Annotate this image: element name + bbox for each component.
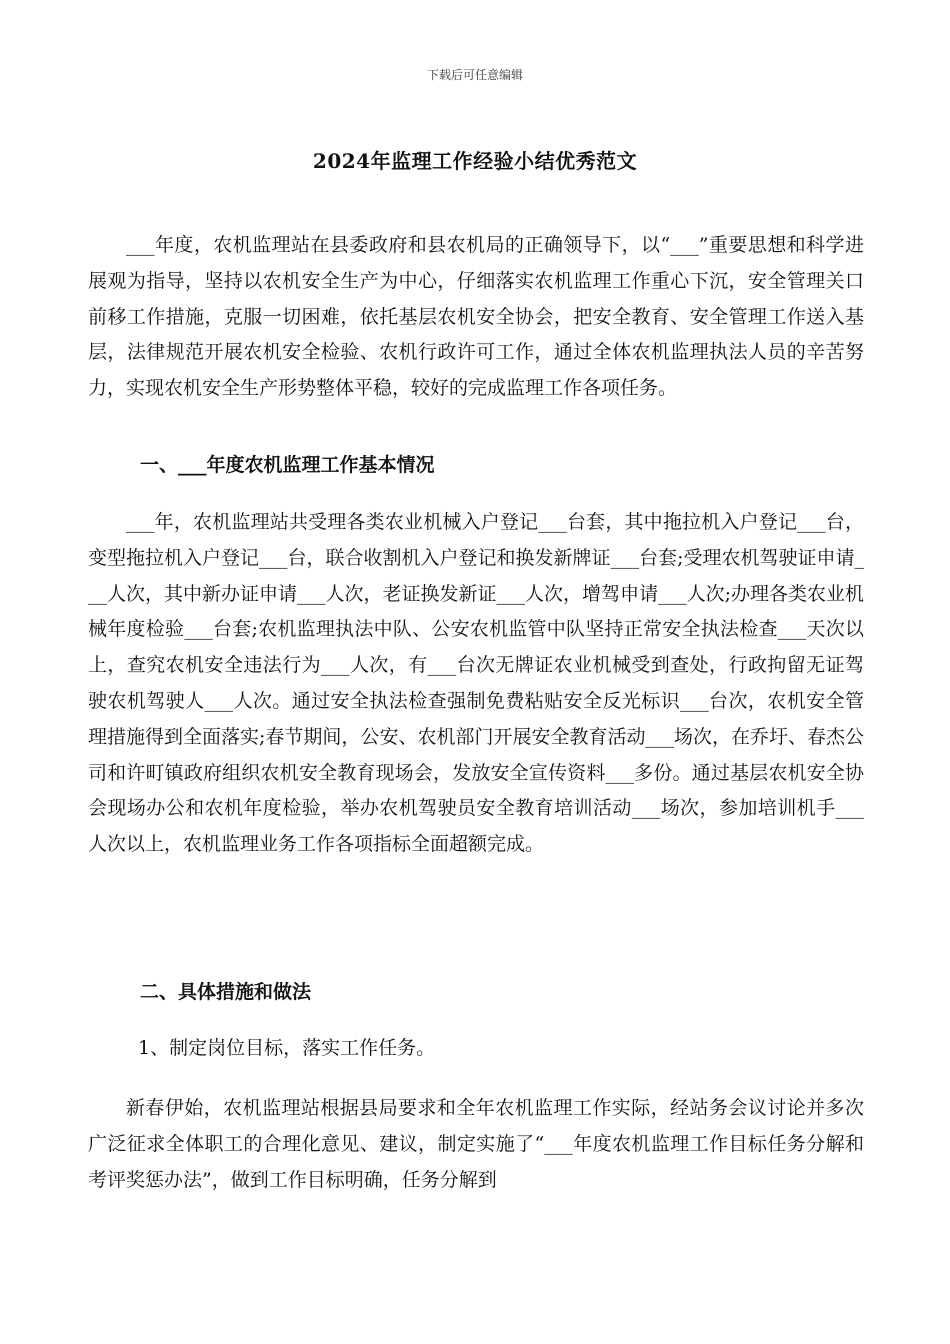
section-2-heading: 二、具体措施和做法 bbox=[140, 981, 312, 1003]
intro-paragraph: ___年度，农机监理站在县委政府和县农机局的正确领导下，以“___”重要思想和科学进展观为指导，坚持以农机安全生产为中心，仔细落实农机监理工作重心下沉，安全管理关口前移工作措施，克服一切困难，依托基层农机安全协会，把安全教育、安全管理工作送入基层，法律规范开展农机安全检验、农机行政许可工作，通过全体农机监理执法人员的辛苦努力，实现农机安全生产形势整体平稳，较好的完成监理工作各项任务。 bbox=[88, 234, 864, 400]
download-note: 下载后可任意编辑 bbox=[426, 68, 523, 82]
document-title: 2024年监理工作经验小结优秀范文 bbox=[312, 149, 638, 173]
section-2-item-1: 1、制定岗位目标，落实工作任务。 bbox=[138, 1037, 436, 1059]
section-2-paragraph: 新春伊始，农机监理站根据县局要求和全年农机监理工作实际，经站务会议讨论并多次广泛征求全体职工的合理化意见、建议，制定实施了“___年度农机监理工作目标任务分解和考评奖惩办法”，做到工作目标明确，任务分解到 bbox=[88, 1097, 864, 1191]
section-1-paragraph: ___年，农机监理站共受理各类农业机械入户登记___台套，其中拖拉机入户登记___台，变型拖拉机入户登记___台，联合收割机入户登记和换发新牌证___台套;受理农机驾驶证申请___人次，其中新办证申请___人次，老证换发新证___人次，增驾申请___人次;办理各类农业机械年度检验___台套;农机监理执法中队、公安农机监管中队坚持正常安全执法检查___天次以上，查究农机安全违法行为___人次，有___台次无牌证农业机械受到查处，行政拘留无证驾驶农机驾驶人___人次。通过安全执法检查强制免费粘贴安全反光标识___台次，农机安全管理措施得到全面落实;春节期间，公安、农机部门开展安全教育活动___场次，在乔圩、春杰公司和许町镇政府组织农机安全教育现场会，发放安全宣传资料___多份。通过基层农机安全协会现场办公和农机年度检验，举办农机驾驶员安全教育培训活动___场次，参加培训机手___人次以上，农机监理业务工作各项指标全面超额完成。 bbox=[88, 511, 864, 856]
section-1-heading: 一、___年度农机监理工作基本情况 bbox=[140, 454, 435, 476]
